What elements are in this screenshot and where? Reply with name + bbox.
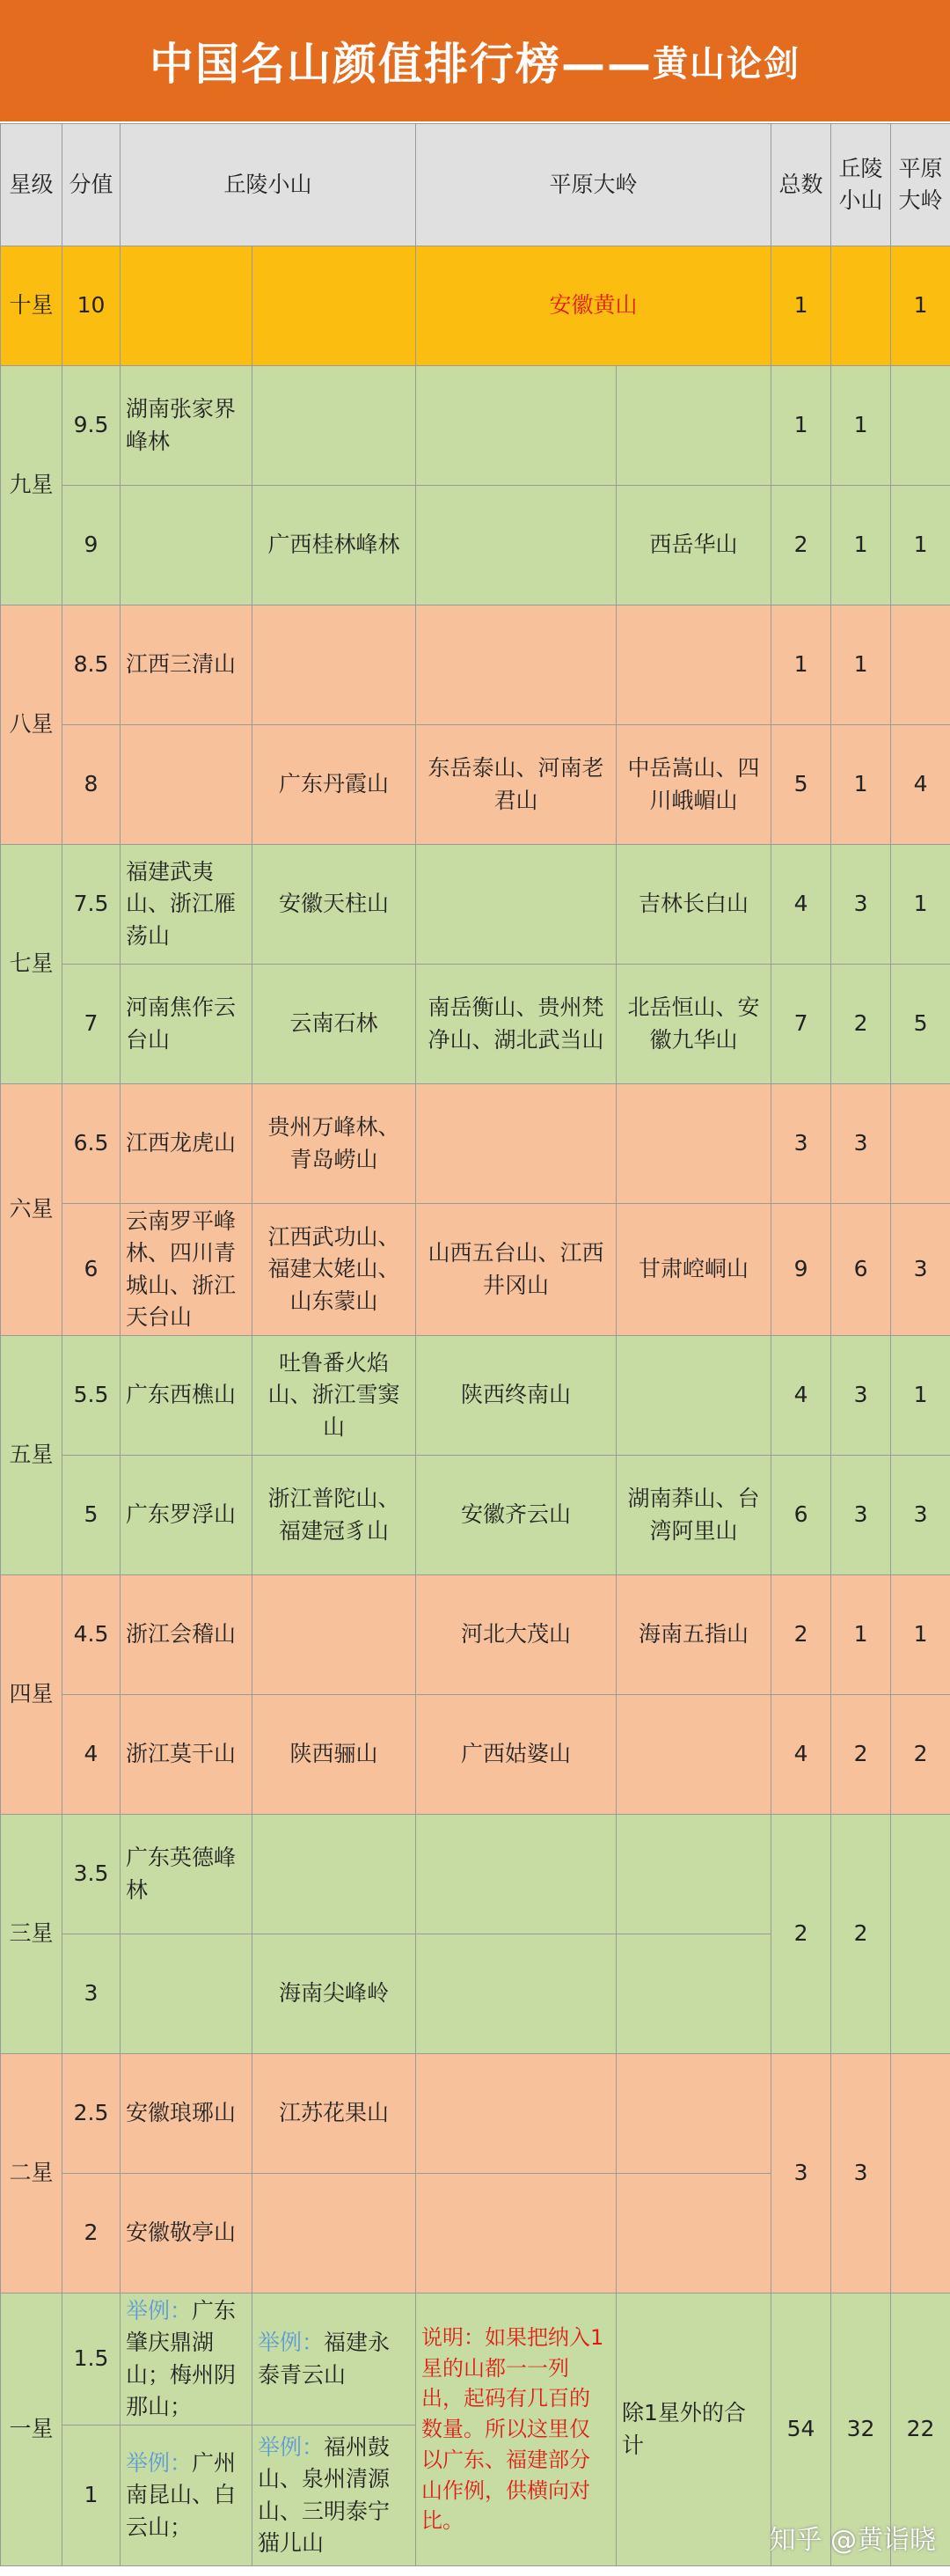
score-cell: 5 xyxy=(62,1456,121,1575)
mountain-cell xyxy=(617,1815,771,1934)
header-total: 总数 xyxy=(771,124,831,246)
hill-count-cell: 3 xyxy=(831,845,891,965)
mountain-cell: 广东罗浮山 xyxy=(121,1456,252,1575)
plain-count-cell: 1 xyxy=(891,246,950,366)
plain-count-cell xyxy=(891,1815,950,2054)
mountain-cell xyxy=(252,366,416,486)
score-cell: 9 xyxy=(62,486,121,605)
mountain-cell: 海南五指山 xyxy=(617,1575,771,1695)
mountain-cell: 云南罗平峰林、四川青城山、浙江天台山 xyxy=(121,1204,252,1336)
mountain-cell xyxy=(416,366,617,486)
hill-count-cell: 3 xyxy=(831,2054,891,2293)
mountain-cell xyxy=(416,1815,617,1934)
mountain-cell: 河北大茂山 xyxy=(416,1575,617,1695)
mountain-cell: 吉林长白山 xyxy=(617,845,771,965)
score-cell: 4 xyxy=(62,1695,121,1815)
score-cell: 7.5 xyxy=(62,845,121,965)
mountain-cell: 甘肃崆峒山 xyxy=(617,1204,771,1336)
table-row xyxy=(1,605,950,725)
hill-count-cell: 2 xyxy=(831,965,891,1084)
mountain-cell: 贵州万峰林、青岛崂山 xyxy=(252,1084,416,1204)
total-cell: 54 xyxy=(771,2293,831,2566)
mountain-cell xyxy=(617,605,771,725)
page-title xyxy=(0,0,950,121)
table-row xyxy=(1,965,950,1084)
mountain-cell xyxy=(617,2174,771,2293)
mountain-cell: 西岳华山 xyxy=(617,486,771,605)
example-cell xyxy=(121,2293,252,2426)
header-score: 分值 xyxy=(62,124,121,246)
mountain-cell: 浙江会稽山 xyxy=(121,1575,252,1695)
mountain-cell: 广东英德峰林 xyxy=(121,1815,252,1934)
score-cell: 2.5 xyxy=(62,2054,121,2174)
hill-count-cell: 3 xyxy=(831,1336,891,1456)
total-cell: 4 xyxy=(771,1695,831,1815)
plain-count-cell: 4 xyxy=(891,725,950,845)
mountain-cell: 北岳恒山、安徽九华山 xyxy=(617,965,771,1084)
total-cell: 2 xyxy=(771,486,831,605)
mountain-cell: 东岳泰山、河南老君山 xyxy=(416,725,617,845)
table-row xyxy=(1,1336,950,1456)
mountain-cell: 江西三清山 xyxy=(121,605,252,725)
plain-count-cell: 22 xyxy=(891,2293,950,2566)
plain-count-cell: 1 xyxy=(891,845,950,965)
header-plain: 平原大岭 xyxy=(416,124,771,246)
mountain-cell xyxy=(416,2054,617,2174)
mountain-cell xyxy=(121,1934,252,2054)
table-row xyxy=(1,1695,950,1815)
total-cell: 4 xyxy=(771,845,831,965)
example-cell xyxy=(252,2426,416,2566)
hill-count-cell: 1 xyxy=(831,486,891,605)
table-row xyxy=(1,366,950,486)
mountain-cell xyxy=(252,1575,416,1695)
mountain-cell xyxy=(416,486,617,605)
star-label: 三星 xyxy=(1,1815,62,2054)
mountain-cell: 山西五台山、江西井冈山 xyxy=(416,1204,617,1336)
plain-count-cell: 1 xyxy=(891,1336,950,1456)
mountain-cell: 浙江莫干山 xyxy=(121,1695,252,1815)
mountain-cell xyxy=(416,845,617,965)
mountain-cell xyxy=(252,2174,416,2293)
watermark-text: 知乎 @黄诣晓 xyxy=(769,2525,936,2556)
mountain-cell: 广东西樵山 xyxy=(121,1336,252,1456)
score-cell: 8 xyxy=(62,725,121,845)
mountain-cell: 江西龙虎山 xyxy=(121,1084,252,1204)
mountain-cell: 河南焦作云台山 xyxy=(121,965,252,1084)
mountain-cell: 中岳嵩山、四川峨嵋山 xyxy=(617,725,771,845)
table-row xyxy=(1,845,950,965)
example-tag: 举例： xyxy=(126,2450,193,2477)
score-cell: 6 xyxy=(62,1204,121,1336)
star-label: 二星 xyxy=(1,2054,62,2293)
table-row xyxy=(1,2293,950,2426)
total-cell: 4 xyxy=(771,1336,831,1456)
mountain-cell: 浙江普陀山、福建冠豸山 xyxy=(252,1456,416,1575)
mountain-cell xyxy=(416,1084,617,1204)
total-cell: 9 xyxy=(771,1204,831,1336)
plain-count-cell: 2 xyxy=(891,1695,950,1815)
header-hill-count: 丘陵 小山 xyxy=(831,124,891,246)
total-cell: 3 xyxy=(771,1084,831,1204)
plain-count-cell xyxy=(891,366,950,486)
table-row xyxy=(1,1084,950,1204)
score-cell: 10 xyxy=(62,246,121,366)
mountain-cell: 安徽天柱山 xyxy=(252,845,416,965)
hill-count-cell: 1 xyxy=(831,1575,891,1695)
plain-count-cell: 5 xyxy=(891,965,950,1084)
example-text: 广州南昆山、白云山； xyxy=(126,2450,237,2540)
mountain-cell xyxy=(617,1336,771,1456)
total-cell: 6 xyxy=(771,1456,831,1575)
mountain-cell: 广西姑婆山 xyxy=(416,1695,617,1815)
hill-count-cell: 2 xyxy=(831,1815,891,2054)
plain-count-cell: 1 xyxy=(891,1575,950,1695)
mountain-cell: 安徽敬亭山 xyxy=(121,2174,252,2293)
example-text: 福建永泰青云山 xyxy=(258,2330,391,2388)
star-label: 五星 xyxy=(1,1336,62,1575)
total-cell: 5 xyxy=(771,725,831,845)
mountain-cell xyxy=(617,1695,771,1815)
star-label: 一星 xyxy=(1,2293,62,2566)
sum-label-cell: 除1星外的合计 xyxy=(617,2293,771,2566)
example-tag: 举例： xyxy=(258,2330,325,2356)
example-cell xyxy=(252,2293,416,2426)
total-cell: 1 xyxy=(771,246,831,366)
mountain-cell xyxy=(121,486,252,605)
watermark xyxy=(769,2518,936,2557)
mountain-cell xyxy=(252,1815,416,1934)
mountain-cell: 云南石林 xyxy=(252,965,416,1084)
total-cell: 1 xyxy=(771,605,831,725)
mountain-cell xyxy=(617,1934,771,2054)
table-row xyxy=(1,725,950,845)
mountain-cell xyxy=(617,1084,771,1204)
mountain-cell: 安徽齐云山 xyxy=(416,1456,617,1575)
plain-count-cell: 3 xyxy=(891,1204,950,1336)
star-label: 十星 xyxy=(1,246,62,366)
mountain-cell xyxy=(416,2174,617,2293)
score-cell: 3 xyxy=(62,1934,121,2054)
mountain-cell: 南岳衡山、贵州梵净山、湖北武当山 xyxy=(416,965,617,1084)
score-cell: 7 xyxy=(62,965,121,1084)
note-cell: 说明：如果把纳入1星的山都一一列出，起码有几百的数量。所以这里仅以广东、福建部分山作例，供横向对比。 xyxy=(416,2293,617,2566)
mountain-cell: 广西桂林峰林 xyxy=(252,486,416,605)
score-cell: 9.5 xyxy=(62,366,121,486)
star-label: 九星 xyxy=(1,366,62,605)
mountain-cell xyxy=(416,605,617,725)
mountain-cell: 海南尖峰岭 xyxy=(252,1934,416,2054)
mountain-cell: 江西武功山、福建太姥山、山东蒙山 xyxy=(252,1204,416,1336)
total-cell: 7 xyxy=(771,965,831,1084)
mountain-cell xyxy=(416,1934,617,2054)
score-cell: 6.5 xyxy=(62,1084,121,1204)
mountain-cell: 安徽琅琊山 xyxy=(121,2054,252,2174)
mountain-cell xyxy=(252,605,416,725)
mountain-cell: 湖南张家界峰林 xyxy=(121,366,252,486)
star-label: 四星 xyxy=(1,1575,62,1815)
title-sub: 黄山论剑 xyxy=(653,43,800,84)
title-main: 中国名山颜值排行榜—— xyxy=(150,39,653,90)
total-cell: 2 xyxy=(771,1575,831,1695)
score-cell: 1 xyxy=(62,2426,121,2566)
mountain-cell: 陕西终南山 xyxy=(416,1336,617,1456)
example-text: 广东肇庆鼎湖山；梅州阴那山； xyxy=(126,2298,237,2419)
total-cell: 3 xyxy=(771,2054,831,2293)
hill-count-cell: 2 xyxy=(831,1695,891,1815)
hill-count-cell: 32 xyxy=(831,2293,891,2566)
table-row xyxy=(1,1575,950,1695)
mountain-cell: 福建武夷山、浙江雁荡山 xyxy=(121,845,252,965)
total-cell: 2 xyxy=(771,1815,831,2054)
mountain-cell: 吐鲁番火焰山、浙江雪窦山 xyxy=(252,1336,416,1456)
plain-count-cell: 1 xyxy=(891,486,950,605)
score-cell: 2 xyxy=(62,2174,121,2293)
table-row xyxy=(1,246,950,366)
score-cell: 3.5 xyxy=(62,1815,121,1934)
plain-count-cell xyxy=(891,2054,950,2293)
mountain-cell xyxy=(617,366,771,486)
table-row xyxy=(1,1204,950,1336)
hill-count-cell: 6 xyxy=(831,1204,891,1336)
table-row xyxy=(1,1456,950,1575)
mountain-cell: 广东丹霞山 xyxy=(252,725,416,845)
score-cell: 8.5 xyxy=(62,605,121,725)
header-row xyxy=(1,124,950,246)
mountain-cell: 陕西骊山 xyxy=(252,1695,416,1815)
table-row xyxy=(1,1815,950,1934)
score-cell: 5.5 xyxy=(62,1336,121,1456)
mountain-cell: 江苏花果山 xyxy=(252,2054,416,2174)
star-label: 八星 xyxy=(1,605,62,845)
table-row xyxy=(1,486,950,605)
example-text: 福州鼓山、泉州清源山、三明泰宁猫儿山 xyxy=(258,2434,391,2556)
hill-count-cell: 3 xyxy=(831,1084,891,1204)
example-tag: 举例： xyxy=(126,2298,193,2323)
header-plain-count: 平原 大岭 xyxy=(891,124,950,246)
mountain-cell xyxy=(121,725,252,845)
score-cell: 1.5 xyxy=(62,2293,121,2426)
plain-count-cell xyxy=(891,1084,950,1204)
example-tag: 举例： xyxy=(258,2434,325,2460)
mountain-cell: 湖南莽山、台湾阿里山 xyxy=(617,1456,771,1575)
header-hill: 丘陵小山 xyxy=(121,124,416,246)
star-label: 六星 xyxy=(1,1084,62,1336)
ranking-table xyxy=(0,123,950,2566)
hill-count-cell: 1 xyxy=(831,725,891,845)
header-star: 星级 xyxy=(1,124,62,246)
hill-count-cell: 1 xyxy=(831,366,891,486)
plain-count-cell xyxy=(891,605,950,725)
hill-count-cell: 1 xyxy=(831,605,891,725)
hill-count-cell xyxy=(831,246,891,366)
total-cell: 1 xyxy=(771,366,831,486)
mountain-cell xyxy=(617,2054,771,2174)
plain-count-cell: 3 xyxy=(891,1456,950,1575)
table-row xyxy=(1,2054,950,2174)
mountain-cell: 安徽黄山 xyxy=(416,246,771,366)
example-cell xyxy=(121,2426,252,2566)
hill-count-cell: 3 xyxy=(831,1456,891,1575)
star-label: 七星 xyxy=(1,845,62,1084)
score-cell: 4.5 xyxy=(62,1575,121,1695)
